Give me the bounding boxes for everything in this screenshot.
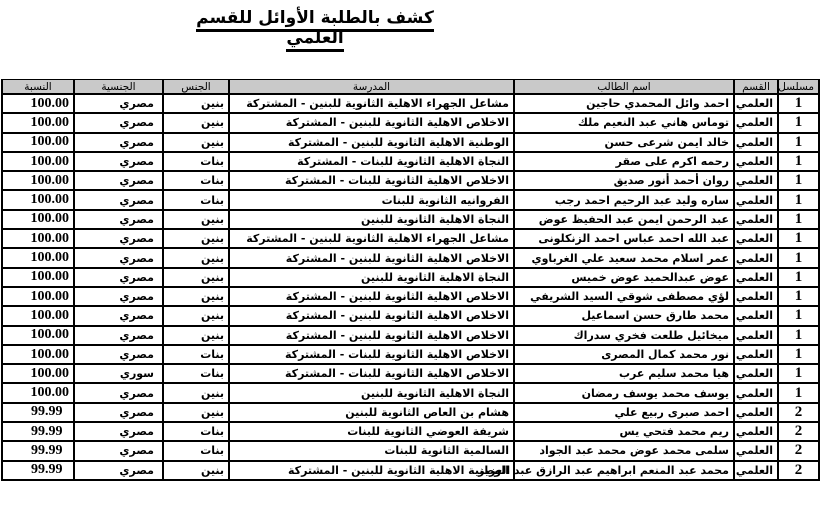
serial-cell: 1 — [778, 190, 819, 209]
table-row — [2, 287, 819, 306]
percentage-cell: 99.99 — [2, 461, 74, 480]
percentage-cell: 100.00 — [2, 133, 74, 152]
student-name-cell: عبد الله احمد عباس احمد الزنكلونى — [514, 229, 734, 248]
percentage-cell: 100.00 — [2, 152, 74, 171]
department-cell: العلمي — [734, 248, 778, 267]
table-row — [2, 383, 819, 402]
percentage-cell: 100.00 — [2, 326, 74, 345]
percentage-cell: 100.00 — [2, 229, 74, 248]
serial-cell: 1 — [778, 248, 819, 267]
table-row — [2, 133, 819, 152]
school-cell: الوطنية الاهلية الثانوية للبنين - المشتركة — [229, 133, 514, 152]
gender-cell: بنات — [163, 364, 229, 383]
table-row — [2, 326, 819, 345]
header-gender: الجنس — [163, 80, 229, 95]
gender-cell: بنين — [163, 403, 229, 422]
header-serial: مسلسل — [778, 80, 819, 95]
nationality-cell: مصري — [74, 461, 163, 480]
top-students-table — [1, 79, 820, 481]
percentage-cell: 100.00 — [2, 94, 74, 113]
department-cell: العلمي — [734, 383, 778, 402]
student-name-cell: عمر اسلام محمد سعيد علي الغرباوي — [514, 248, 734, 267]
gender-cell: بنات — [163, 422, 229, 441]
school-cell: مشاعل الجهراء الاهلية الثانوية للبنين - المشتركة — [229, 94, 514, 113]
serial-cell: 2 — [778, 461, 819, 480]
school-cell: الاخلاص الاهلية الثانوية للبنات - المشتركة — [229, 345, 514, 364]
page-title — [170, 8, 460, 48]
percentage-cell: 100.00 — [2, 210, 74, 229]
nationality-cell: مصري — [74, 403, 163, 422]
nationality-cell: مصري — [74, 229, 163, 248]
department-cell: العلمي — [734, 441, 778, 460]
department-cell: العلمي — [734, 287, 778, 306]
gender-cell: بنات — [163, 345, 229, 364]
nationality-cell: مصري — [74, 306, 163, 325]
school-cell: الاخلاص الاهلية الثانوية للبنات - المشتركة — [229, 171, 514, 190]
gender-cell: بنين — [163, 326, 229, 345]
department-cell: العلمي — [734, 190, 778, 209]
gender-cell: بنين — [163, 287, 229, 306]
school-cell: مشاعل الجهراء الاهلية الثانوية للبنين - المشتركة — [229, 229, 514, 248]
table-row — [2, 229, 819, 248]
percentage-cell: 100.00 — [2, 268, 74, 287]
school-cell: شريفة العوضي الثانوية للبنات — [229, 422, 514, 441]
school-cell: السالمية الثانوية للبنات — [229, 441, 514, 460]
table-row — [2, 113, 819, 132]
department-cell: العلمي — [734, 461, 778, 480]
nationality-cell: مصري — [74, 113, 163, 132]
header-student-name: اسم الطالب — [514, 80, 734, 95]
table-row — [2, 248, 819, 267]
table-row — [2, 268, 819, 287]
gender-cell: بنين — [163, 383, 229, 402]
table-row — [2, 441, 819, 460]
serial-cell: 1 — [778, 364, 819, 383]
student-name-cell: لؤي مصطفى شوقي السيد الشريفي — [514, 287, 734, 306]
serial-cell: 1 — [778, 326, 819, 345]
gender-cell: بنات — [163, 171, 229, 190]
gender-cell: بنين — [163, 133, 229, 152]
header-department: القسم — [734, 80, 778, 95]
table-row — [2, 210, 819, 229]
table-row — [2, 190, 819, 209]
school-cell: الاخلاص الاهلية الثانوية للبنات - المشتركة — [229, 364, 514, 383]
table-row — [2, 152, 819, 171]
table-body — [2, 94, 819, 480]
serial-cell: 1 — [778, 133, 819, 152]
student-name-cell: احمد وائل المحمدي حاجين — [514, 94, 734, 113]
student-name-cell: ساره وليد عبد الرحيم احمد رجب — [514, 190, 734, 209]
serial-cell: 1 — [778, 171, 819, 190]
nationality-cell: مصري — [74, 248, 163, 267]
student-name-cell: خالد ايمن شرعى حسن — [514, 133, 734, 152]
student-name-cell: محمد طارق حسن اسماعيل — [514, 306, 734, 325]
nationality-cell: مصري — [74, 287, 163, 306]
serial-cell: 1 — [778, 383, 819, 402]
school-cell: الوطنية الاهلية الثانوية للبنين - المشتركة — [229, 461, 514, 480]
student-name-cell: رحمه اكرم على صقر — [514, 152, 734, 171]
school-cell: النجاة الاهلية الثانوية للبنين — [229, 268, 514, 287]
table-header-row — [2, 80, 819, 95]
school-cell: الفروانيه الثانوية للبنات — [229, 190, 514, 209]
nationality-cell: سوري — [74, 364, 163, 383]
table-row — [2, 461, 819, 480]
department-cell: العلمي — [734, 364, 778, 383]
serial-cell: 1 — [778, 345, 819, 364]
school-cell: النجاة الاهلية الثانوية للبنين — [229, 210, 514, 229]
student-name-cell: ريم محمد فتحي يس — [514, 422, 734, 441]
header-percentage: النسبة — [2, 80, 74, 95]
gender-cell: بنين — [163, 461, 229, 480]
percentage-cell: 99.99 — [2, 422, 74, 441]
nationality-cell: مصري — [74, 383, 163, 402]
table-row — [2, 306, 819, 325]
percentage-cell: 99.99 — [2, 403, 74, 422]
student-name-cell: يوسف محمد يوسف رمضان — [514, 383, 734, 402]
school-cell: النجاة الاهلية الثانوية للبنات - المشتركة — [229, 152, 514, 171]
department-cell: العلمي — [734, 152, 778, 171]
student-name-cell: هيا محمد سليم عرب — [514, 364, 734, 383]
nationality-cell: مصري — [74, 345, 163, 364]
serial-cell: 1 — [778, 268, 819, 287]
school-cell: هشام بن العاص الثانوية للبنين — [229, 403, 514, 422]
student-name-cell: نور محمد كمال المصرى — [514, 345, 734, 364]
table-row — [2, 364, 819, 383]
nationality-cell: مصري — [74, 441, 163, 460]
header-nationality: الجنسية — [74, 80, 163, 95]
nationality-cell: مصري — [74, 152, 163, 171]
school-cell: الاخلاص الاهلية الثانوية للبنين - المشتركة — [229, 326, 514, 345]
department-cell: العلمي — [734, 268, 778, 287]
school-cell: الاخلاص الاهلية الثانوية للبنين - المشتركة — [229, 306, 514, 325]
school-cell: النجاة الاهلية الثانوية للبنين — [229, 383, 514, 402]
gender-cell: بنات — [163, 190, 229, 209]
department-cell: العلمي — [734, 210, 778, 229]
gender-cell: بنين — [163, 210, 229, 229]
school-cell: الاخلاص الاهلية الثانوية للبنين - المشتركة — [229, 248, 514, 267]
student-name-cell: محمد عبد المنعم ابراهيم عبد الرازق عبد العزيز — [514, 461, 734, 480]
school-cell: الاخلاص الاهلية الثانوية للبنين - المشتركة — [229, 287, 514, 306]
gender-cell: بنين — [163, 306, 229, 325]
department-cell: العلمي — [734, 345, 778, 364]
table-row — [2, 171, 819, 190]
department-cell: العلمي — [734, 171, 778, 190]
serial-cell: 2 — [778, 441, 819, 460]
percentage-cell: 100.00 — [2, 171, 74, 190]
nationality-cell: مصري — [74, 268, 163, 287]
header-school: المدرسة — [229, 80, 514, 95]
percentage-cell: 100.00 — [2, 113, 74, 132]
page-title-text: كشف بالطلبة الأوائل للقسم العلمي — [196, 8, 434, 52]
table-row — [2, 403, 819, 422]
gender-cell: بنين — [163, 248, 229, 267]
student-name-cell: روان أحمد أنور صديق — [514, 171, 734, 190]
percentage-cell: 100.00 — [2, 345, 74, 364]
serial-cell: 1 — [778, 152, 819, 171]
nationality-cell: مصري — [74, 422, 163, 441]
school-cell: الاخلاص الاهلية الثانوية للبنين - المشتركة — [229, 113, 514, 132]
percentage-cell: 100.00 — [2, 364, 74, 383]
gender-cell: بنات — [163, 152, 229, 171]
gender-cell: بنات — [163, 441, 229, 460]
percentage-cell: 100.00 — [2, 383, 74, 402]
student-name-cell: عوض عبدالحميد عوض خميس — [514, 268, 734, 287]
nationality-cell: مصري — [74, 94, 163, 113]
nationality-cell: مصري — [74, 210, 163, 229]
serial-cell: 1 — [778, 287, 819, 306]
percentage-cell: 99.99 — [2, 441, 74, 460]
department-cell: العلمي — [734, 229, 778, 248]
student-name-cell: عبد الرحمن ايمن عبد الحفيظ عوض — [514, 210, 734, 229]
percentage-cell: 100.00 — [2, 306, 74, 325]
gender-cell: بنين — [163, 113, 229, 132]
student-name-cell: احمد صبرى ربيع علي — [514, 403, 734, 422]
nationality-cell: مصري — [74, 326, 163, 345]
nationality-cell: مصري — [74, 190, 163, 209]
department-cell: العلمي — [734, 306, 778, 325]
department-cell: العلمي — [734, 94, 778, 113]
serial-cell: 1 — [778, 210, 819, 229]
department-cell: العلمي — [734, 422, 778, 441]
nationality-cell: مصري — [74, 171, 163, 190]
department-cell: العلمي — [734, 133, 778, 152]
serial-cell: 1 — [778, 229, 819, 248]
serial-cell: 2 — [778, 422, 819, 441]
gender-cell: بنين — [163, 268, 229, 287]
student-name-cell: ميخائيل طلعت فخري سدراك — [514, 326, 734, 345]
percentage-cell: 100.00 — [2, 248, 74, 267]
nationality-cell: مصري — [74, 133, 163, 152]
table-row — [2, 94, 819, 113]
student-name-cell: توماس هاني عبد النعيم ملك — [514, 113, 734, 132]
student-name-cell: سلمى محمد عوض محمد عبد الجواد — [514, 441, 734, 460]
gender-cell: بنين — [163, 229, 229, 248]
serial-cell: 1 — [778, 94, 819, 113]
percentage-cell: 100.00 — [2, 287, 74, 306]
table-row — [2, 422, 819, 441]
department-cell: العلمي — [734, 113, 778, 132]
department-cell: العلمي — [734, 403, 778, 422]
gender-cell: بنين — [163, 94, 229, 113]
table-row — [2, 345, 819, 364]
serial-cell: 2 — [778, 403, 819, 422]
department-cell: العلمي — [734, 326, 778, 345]
percentage-cell: 100.00 — [2, 190, 74, 209]
serial-cell: 1 — [778, 113, 819, 132]
serial-cell: 1 — [778, 306, 819, 325]
